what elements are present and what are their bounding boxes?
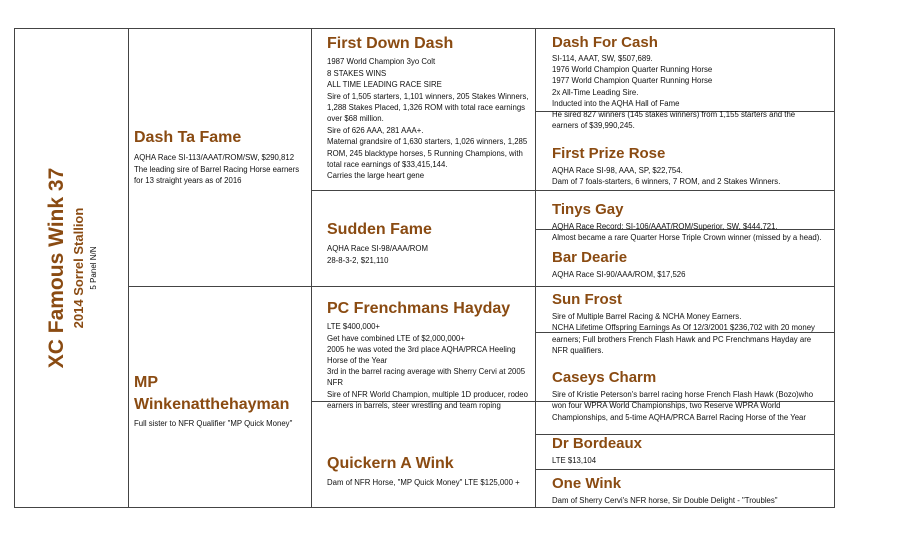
sds-name: Tinys Gay <box>552 201 624 218</box>
dam-sire-details: LTE $400,000+ Get have combined LTE of $2,000,000+ 2005 he was voted the 3rd place AQHA/PRCA Heeling Horse of the Year 3rd in the barrel racing average with Sherry Cervi at 2005 NFR Sire of NFR World Champion, multiple 1D producer, rodeo earners in barrels, steer wrestling and team roping <box>327 322 528 410</box>
dam-cell <box>134 372 309 502</box>
divider <box>311 190 835 191</box>
dsd-cell <box>552 369 834 433</box>
dam-details: Full sister to NFR Qualifier "MP Quick Money" <box>134 419 293 428</box>
sds-details: AQHA Race Record: SI-106/AAAT/ROM/Superior, SW, $444,721. Almost became a rare Quarter Horse Triple Crown winner (missed by a head). <box>552 222 822 243</box>
sss-name: Dash For Cash <box>552 34 658 51</box>
dsd-name: Caseys Charm <box>552 369 657 386</box>
dds-details: LTE $13,104 <box>552 456 597 466</box>
dss-details: Sire of Multiple Barrel Racing & NCHA Money Earners. NCHA Lifetime Offspring Earnings As Of 12/3/2001 $236,702 with 20 money earners; Full brothers French Flash Hawk and PC Frenchmans Hayday are NFR qualifiers. <box>552 312 815 355</box>
ddd-cell <box>552 475 834 507</box>
ddd-details: Dam of Sherry Cervi's NFR horse, Sir Double Delight - "Troubles" <box>552 496 778 506</box>
pedigree-chart <box>14 28 835 508</box>
sire-dam-cell <box>327 221 533 285</box>
dam-name-line1: MP <box>134 374 158 391</box>
sds-cell <box>552 201 834 243</box>
sire-cell <box>134 129 309 279</box>
dds-name: Dr Bordeaux <box>552 435 643 452</box>
sdd-name: Bar Dearie <box>552 249 628 266</box>
dds-cell <box>552 435 834 469</box>
dam-dam-details: Dam of NFR Horse, "MP Quick Money" LTE $125,000 + <box>327 478 520 488</box>
sdd-cell <box>552 249 834 285</box>
divider <box>311 29 312 507</box>
ssd-cell <box>552 145 834 189</box>
ssd-details: AQHA Race SI-98, AAA, SP, $22,754. Dam of 7 foals-starters, 6 winners, 7 ROM, and 2 Stakes Winners. <box>552 166 781 187</box>
dsd-details: Sire of Kristie Peterson's barrel racing horse French Flash Hawk (Bozo)who won four WPRA World Championships, two Reserve WPRA World Championships, and 5-time AQHA/PRCA Barrel Racing Horse of the Year <box>552 390 814 422</box>
horse-subtitle: 2014 Sorrel Stallion <box>70 207 86 329</box>
ssd-name: First Prize Rose <box>552 145 666 162</box>
horse-name: XC Famous Wink 37 <box>44 167 68 369</box>
dam-dam-name: Quickern A Wink <box>327 455 454 472</box>
sdd-details: AQHA Race SI-90/AAA/ROM, $17,526 <box>552 270 686 280</box>
divider <box>128 29 129 507</box>
sire-details: AQHA Race SI-113/AAAT/ROM/SW, $290,812 The leading sire of Barrel Racing Horse earners for 13 straight years as of 2016 <box>134 153 300 185</box>
sire-sire-details: 1987 World Champion 3yo Colt 8 STAKES WINS ALL TIME LEADING RACE SIRE Sire of 1,505 starters, 1,101 winners, 205 Stakes Winners, 1,288 Stakes Placed, 1,326 ROM with total race earnings over $68 million. Sire of 626 AAA, 281 AAA+. Maternal grandsire of 1,630 starters, 1,026 winners, 1,285 ROM, 245 blacktype horses, 5 Running Champions, with total race earnings of $33,415,144. Carries the large heart gene <box>327 57 529 181</box>
sss-details: SI-114, AAAT, SW, $507,689. 1976 World Champion Quarter Running Horse 1977 World Champion Quarter Running Horse 2x All-Time Leading Sire. Inducted into the AQHA Hall of Fame He sired 827 winners (145 stakes winners) from 1,155 starters and the earners of $39,990,245. <box>552 54 796 130</box>
dam-name-line2: Winkenatthehayman <box>134 396 290 413</box>
subject-horse <box>15 29 128 507</box>
dss-cell <box>552 291 834 355</box>
sire-sire-name: First Down Dash <box>327 35 454 52</box>
sire-dam-name: Sudden Fame <box>327 221 432 238</box>
sss-cell <box>552 34 834 130</box>
dss-name: Sun Frost <box>552 291 622 308</box>
sire-sire-cell <box>327 35 533 189</box>
dam-dam-cell <box>327 455 533 505</box>
horse-panel: 5 Panel N/N <box>88 246 98 290</box>
divider <box>535 29 536 507</box>
dam-sire-cell <box>327 300 533 410</box>
divider <box>128 286 835 287</box>
divider <box>535 469 835 470</box>
ddd-name: One Wink <box>552 475 622 492</box>
sire-dam-details: AQHA Race SI-98/AAA/ROM 28-8-3-2, $21,110 <box>327 244 428 265</box>
dam-sire-name: PC Frenchmans Hayday <box>327 300 511 317</box>
sire-name: Dash Ta Fame <box>134 129 242 146</box>
